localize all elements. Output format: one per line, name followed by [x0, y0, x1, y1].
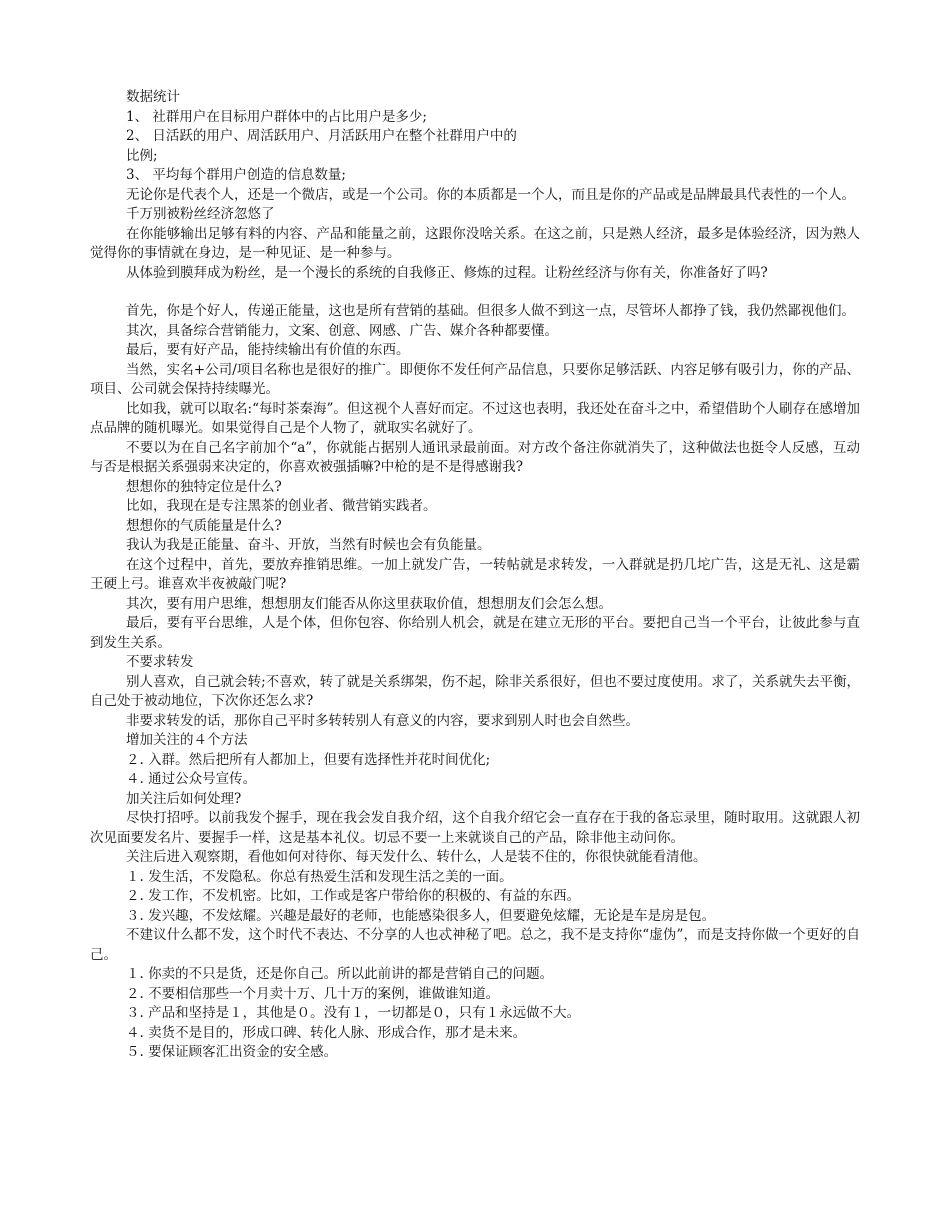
paragraph: 尽快打招呼。以前我发个握手，现在我会发自我介绍，这个自我介绍它会一直存在于我的备忘录里，随时取用。这就跟人初次见面要发名片、要握手一样，这是基本礼仪。切忌不要一上来就谈自己的产品，除非他主动问你。 [90, 810, 860, 846]
list-item: ５. 要保证顾客汇出资金的安全感。 [126, 1044, 338, 1060]
paragraph: 我认为我是正能量、奋斗、开放，当然有时候也会有负能量。 [126, 537, 491, 553]
section-heading: 加关注后如何处理? [126, 790, 242, 807]
paragraph: 最后，要有好产品，能持续输出有价值的东西。 [126, 342, 410, 358]
paragraph: 当然，实名+公司/项目名称也是很好的推广。即便你不发任何产品信息，只要你足够活跃、内容足够有吸引力，你的产品、项目、公司就会保持持续曝光。 [90, 361, 860, 397]
list-item: ４. 卖货不是目的，形成口碑、转化人脉、形成合作，那才是未来。 [126, 1024, 527, 1041]
section-heading: 增加关注的４个方法 [126, 732, 248, 748]
paragraph: 从体验到膜拜成为粉丝，是一个漫长的系统的自我修正、修炼的过程。让粉丝经济与你有关，你准备好了吗? [126, 264, 768, 281]
paragraph: 比如，我现在是专注黑茶的创业者、微营销实践者。 [126, 498, 437, 514]
section-heading: 千万别被粉丝经济忽悠了 [126, 206, 275, 222]
list-item: １. 你卖的不只是货，还是你自己。所以此前讲的都是营销自己的问题。 [126, 966, 554, 982]
paragraph: 别人喜欢，自己就会转;不喜欢，转了就是关系绑架，伤不起，除非关系很好，但也不要过度使用。求了，关系就失去平衡，自己处于被动地位，下次你还怎么求? [90, 673, 860, 709]
list-item: ３. 产品和坚持是１，其他是０。没有１，一切都是０，只有１永远做不大。 [126, 1005, 581, 1021]
paragraph: 不建议什么都不发，这个时代不表达、不分享的人也忒神秘了吧。总之，我不是支持你“虚伪”，而是支持你做一个更好的自己。 [90, 927, 860, 963]
list-item: 1、 社群用户在目标用户群体中的占比用户是多少; [126, 108, 427, 125]
section-heading: 想想你的气质能量是什么? [126, 517, 282, 534]
paragraph: 比如我，就可以取名:“每时茶秦海”。但这视个人喜好而定。不过这也表明，我还处在奋斗之中，希望借助个人刷存在感增加点品牌的随机曝光。如果觉得自己是个人物了，就取实名就好了。 [90, 400, 860, 436]
list-item: ２. 入群。然后把所有人都加上，但要有选择性并花时间优化; [126, 751, 491, 768]
list-item: ３. 发兴趣，不发炫耀。兴趣是最好的老师，也能感染很多人，但要避免炫耀，无论是车是房是包。 [126, 907, 716, 924]
paragraph: 关注后进入观察期，看他如何对待你、每天发什么、转什么，人是装不住的，你很快就能看清他。 [126, 849, 707, 865]
paragraph: 在这个过程中，首先，要放弃推销思维。一加上就发广告，一转帖就是求转发，一入群就是扔几坨广告，这是无礼、这是霸王硬上弓。谁喜欢半夜被敲门呢? [90, 556, 860, 592]
paragraph: 其次，具备综合营销能力，文案、创意、网感、广告、媒介各种都要懂。 [126, 322, 558, 339]
list-item: １. 发生活，不发隐私。你总有热爱生活和发现生活之美的一面。 [126, 868, 513, 885]
list-item: ２. 发工作，不发机密。比如，工作或是客户带给你的积极的、有益的东西。 [126, 888, 581, 904]
paragraph: 首先，你是个好人，传递正能量，这也是所有营销的基础。但很多人做不到这一点，尽管坏人都挣了钱，我仍然鄙视他们。 [126, 303, 855, 319]
paragraph: 不要以为在自己名字前加个“a”，你就能占据别人通讯录最前面。对方改个备注你就消失了，这种做法也挺令人反感，互动与否是根据关系强弱来决定的，你喜欢被强插嘛?中枪的是不是得感谢我? [90, 439, 860, 475]
paragraph: 比例; [126, 147, 158, 164]
section-heading: 想想你的独特定位是什么? [126, 478, 282, 495]
paragraph: 最后，要有平台思维，人是个体，但你包容、你给别人机会，就是在建立无形的平台。要把自己当一个平台，让彼此参与直到发生关系。 [90, 615, 860, 651]
paragraph: 在你能够输出足够有料的内容、产品和能量之前，这跟你没啥关系。在这之前，只是熟人经济，最多是体验经济，因为熟人觉得你的事情就在身边，是一种见证、是一种参与。 [90, 225, 860, 261]
paragraph: 其次，要有用户思维，想想朋友们能否从你这里获取价值，想想朋友们会怎么想。 [126, 595, 612, 612]
list-item: ４. 通过公众号宣传。 [126, 771, 257, 787]
paragraph: 无论你是代表个人，还是一个微店，或是一个公司。你的本质都是一个人，而且是你的产品或是品牌最具代表性的一个人。 [126, 186, 855, 203]
paragraph: 非要求转发的话，那你自己平时多转转别人有意义的内容，要求到别人时也会自然些。 [126, 712, 639, 729]
section-heading: 不要求转发 [126, 654, 194, 670]
list-item: ２. 不要相信那些一个月卖十万、几十万的案例，谁做谁知道。 [126, 985, 500, 1002]
document-body [90, 88, 860, 1063]
section-heading: 数据统计 [126, 89, 180, 105]
list-item: 3、 平均每个群用户创造的信息数量; [126, 167, 346, 183]
list-item: 2、 日活跃的用户、周活跃用户、月活跃用户在整个社群用户中的 [126, 128, 517, 144]
